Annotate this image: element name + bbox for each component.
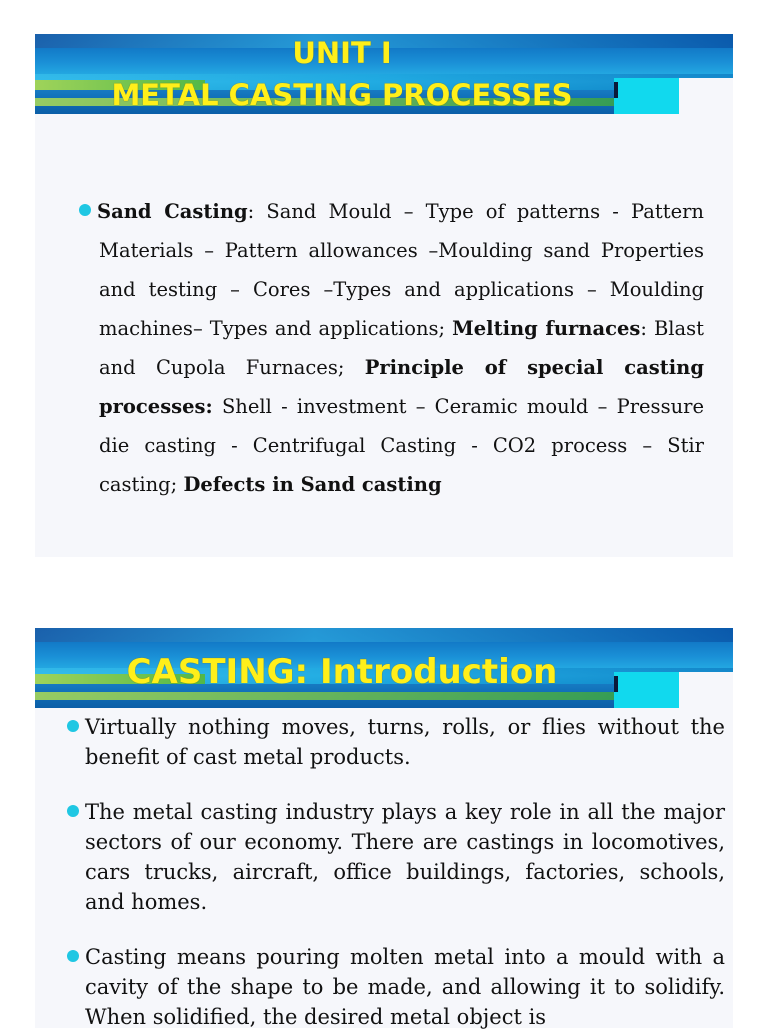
unit-subtitle: METAL CASTING PROCESSES: [111, 78, 573, 112]
bullet-dot-icon: [67, 805, 79, 817]
title-banner: [35, 34, 733, 114]
slide-casting-introduction: [35, 628, 733, 1028]
topic-defects: Defects in Sand casting: [183, 473, 442, 496]
bullet-item: [67, 712, 725, 772]
bullet-text: The metal casting industry plays a key role in all the major sectors of our economy. There are castings in locomotives, cars trucks, aircraft, office buildings, factories, schools, and homes.: [85, 800, 725, 914]
bullet-dot-icon: [67, 950, 79, 962]
topic-melting-furnaces: Melting furnaces: [452, 317, 641, 340]
slide-unit-overview: [35, 34, 733, 557]
bullet-text: Casting means pouring molten metal into a mould with a cavity of the shape to be made, and allowing it to solidify. When solidified, the desired metal object is: [85, 945, 725, 1029]
bullet-item: [67, 797, 725, 917]
topic-sand-casting-detail: : Sand Mould – Type of patterns - Pattern Materials – Pattern allowances –Moulding sand Properties and testing – Cores –Types and applications – Moulding machines– Types and applications;: [99, 200, 704, 340]
bullet-item: [67, 942, 725, 1032]
casting-title: CASTING: Introduction: [126, 652, 558, 692]
unit-title: UNIT I: [292, 36, 392, 70]
topic-melting-furnaces-detail: : Blast and Cupola Furnaces;: [99, 317, 705, 379]
bullet-dot-icon: [79, 204, 91, 216]
title-banner: [35, 628, 733, 708]
syllabus-text: [79, 192, 704, 504]
topic-special-casting-detail: Shell - investment – Ceramic mould – Pressure die casting - Centrifugal Casting - CO2 process – Stir casting;: [99, 395, 704, 496]
bullet-dot-icon: [67, 720, 79, 732]
topic-special-casting: Principle of special casting processes:: [99, 356, 704, 418]
bullet-text: Virtually nothing moves, turns, rolls, or flies without the benefit of cast metal products.: [85, 715, 725, 769]
topic-sand-casting: Sand Casting: [97, 200, 248, 223]
